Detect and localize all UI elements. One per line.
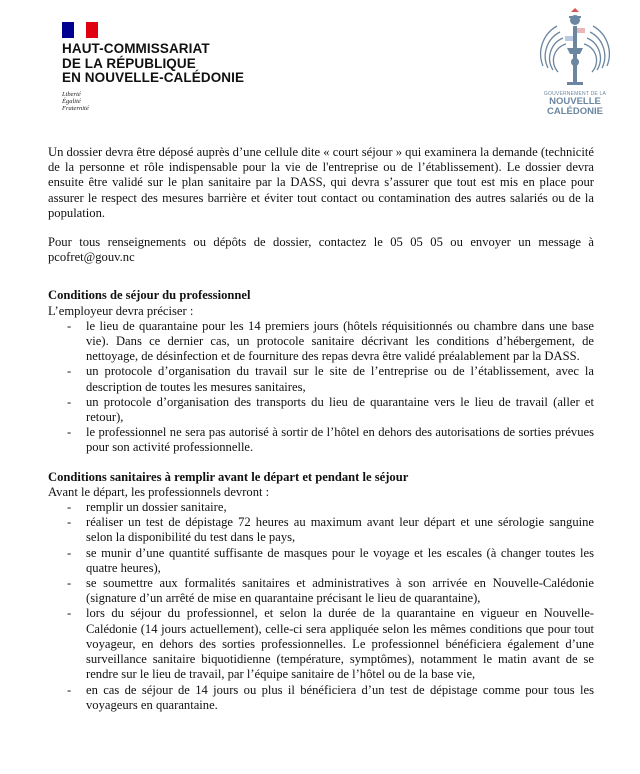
section1-list: [48, 319, 594, 456]
motto-egalite: Égalité: [62, 97, 81, 105]
list-marker: -: [67, 318, 72, 333]
list-item-text: le lieu de quarantaine pour les 14 premiers jours (hôtels réquisitionnés ou chambre dans une base vie). Dans ce dernier cas, un protocole sanitaire décrivant les conditions d’hébergement, de nettoyage, de désinfection et de fourniture des repas devra être validé préalablement par la DASS.: [86, 318, 594, 364]
list-marker: -: [67, 425, 72, 440]
document-body: [48, 145, 594, 713]
title-line-1: HAUT-COMMISSARIAT: [62, 41, 210, 56]
gouvernement-de-la-label: GOUVERNEMENT DE LA: [543, 91, 607, 97]
haut-commissariat-logo: [62, 22, 292, 112]
list-item: [48, 546, 594, 576]
list-item-text: le professionnel ne sera pas autorisé à sortir de l’hôtel en dehors des autorisations de sorties prévues pour son activité professionnelle.: [86, 425, 594, 455]
list-item-text: remplir un dossier sanitaire,: [86, 500, 227, 515]
gouvernement-nouvelle-caledonie-logo: [532, 8, 618, 128]
haut-commissariat-title: [62, 42, 292, 86]
section2-lead: Avant le départ, les professionnels devront :: [48, 484, 270, 499]
list-item: [48, 364, 594, 394]
list-marker: -: [67, 500, 72, 515]
motto-fraternite: Fraternité: [62, 104, 89, 112]
list-marker: -: [67, 394, 72, 409]
spacer: [48, 265, 594, 288]
republic-motto: [62, 91, 292, 112]
list-item-text: un protocole d’organisation des transports du lieu de quarantaine vers le lieu de travail (aller et retour),: [86, 394, 594, 425]
flag-blue-stripe: [62, 22, 74, 38]
list-marker: -: [67, 606, 72, 621]
list-item-text: un protocole d’organisation du travail sur le site de l’entreprise ou de l’établissement, avec la description de toutes les mesures sanitaires,: [86, 364, 594, 394]
list-item: [48, 500, 594, 515]
list-item: [48, 683, 594, 713]
list-item: [48, 515, 594, 545]
list-item-text: se soumettre aux formalités sanitaires et administratives à son arrivée en Nouvelle-Calédonie (signature d’un arrêté de mise en quarantaine précisant le lieu de quarantaine),: [86, 576, 594, 606]
list-marker: -: [67, 682, 72, 697]
list-marker: -: [67, 545, 72, 560]
list-item: [48, 425, 594, 455]
section1-heading: Conditions de séjour du professionnel: [48, 288, 251, 303]
caledonie-label: CALÉDONIE: [547, 105, 603, 117]
title-line-2: DE LA RÉPUBLIQUE: [62, 55, 196, 71]
list-marker: -: [67, 364, 72, 379]
section2-list: [48, 500, 594, 713]
list-item: [48, 395, 594, 425]
nouvelle-label: NOUVELLE: [549, 96, 601, 107]
list-item: [48, 319, 594, 365]
title-line-3: EN NOUVELLE-CALÉDONIE: [62, 70, 245, 85]
spacer: [48, 221, 594, 235]
list-marker: -: [67, 576, 72, 591]
list-item-text: réaliser un test de dépistage 72 heures au maximum avant leur départ et une sérologie sanguine selon la disponibilité du test dans le pays,: [86, 515, 594, 545]
list-item-text: se munir d’une quantité suffisante de masques pour le voyage et les escales (à changer toutes les quatre heures),: [86, 545, 594, 575]
section1-lead: L’employeur devra préciser :: [48, 303, 194, 318]
flag-white-stripe: [74, 22, 86, 38]
list-item-text: lors du séjour du professionnel, et selon la durée de la quarantaine en vigueur en Nouvelle-Calédonie (14 jours actuellement), celle-ci sera appliquée selon les mêmes conditions que pour tout voyageur, en dehors des sorties professionnelles. Le professionnel bénéficiera également d’une surveillance sanitaire biquotidienne (température, symptômes), notamment le matin avant de se rendre sur le lieu de travail, par l’équipe sanitaire de l’hôtel ou de la base vie,: [86, 606, 594, 682]
nc-government-emblem-icon: [537, 8, 613, 90]
intro-paragraph-2: Pour tous renseignements ou dépôts de dossier, contactez le 05 05 05 ou envoyer un message à pcofret@gouv.nc: [48, 235, 594, 265]
french-flag-icon: [62, 22, 98, 38]
intro-paragraph-1: Un dossier devra être déposé auprès d’une cellule dite « court séjour » qui examinera la demande (technicité de la personne et rôle indispensable pour la vie de l'entreprise ou de l’établissement). Le dossier devra ensuite être validé sur le plan sanitaire par la DASS, qui devra s’assurer que tout est mis en place pour assurer le respect des mesures barrière et éviter tout contact ou contamination des autres salariés ou de la population.: [48, 145, 594, 220]
section2-heading: Conditions sanitaires à remplir avant le départ et pendant le séjour: [48, 469, 409, 484]
list-item-text: en cas de séjour de 14 jours ou plus il bénéficiera d’un test de dépistage comme pour tous les voyageurs en quarantaine.: [86, 682, 594, 712]
document-header: [0, 0, 640, 135]
flag-red-stripe: [86, 22, 98, 38]
motto-liberte: Liberté: [62, 90, 81, 98]
list-item: [48, 576, 594, 606]
list-item: [48, 606, 594, 682]
spacer: [48, 456, 594, 470]
list-marker: -: [67, 515, 72, 530]
